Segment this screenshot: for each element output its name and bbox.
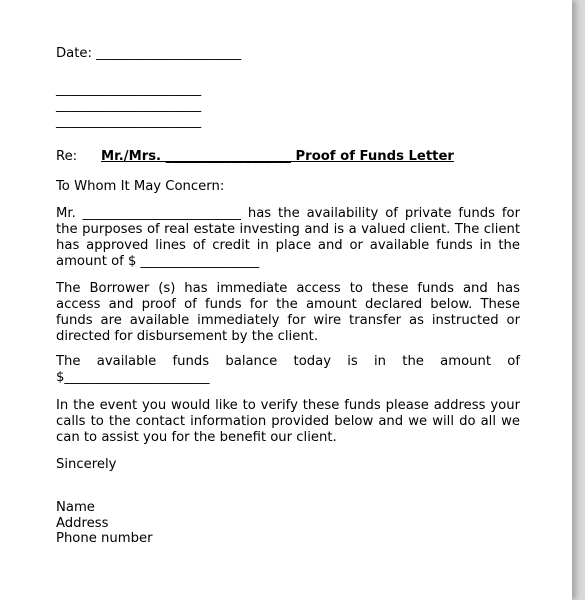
- paragraph-verify: In the event you would like to verify these funds please address your calls to the contact information provided below and we will do all we can to assist you for the benefit our client.: [56, 398, 520, 445]
- re-label: Re:: [56, 149, 78, 164]
- address-line-3: ______________________: [56, 114, 202, 129]
- paragraph-availability: Mr. ________________________ has the availability of private funds for the purposes of real estate investing and is a valued client. The client has approved lines of credit in place and or available funds in the amount of $ __________________: [56, 206, 520, 269]
- signature-name: Name: [56, 500, 95, 515]
- paragraph-balance-line-1: The available funds balance today is in the amount of: [56, 354, 520, 369]
- signature-phone: Phone number: [56, 531, 153, 546]
- date-line: Date: ______________________: [56, 46, 242, 61]
- closing: Sincerely: [56, 457, 117, 472]
- re-line: [56, 149, 520, 165]
- paragraph-balance-line-2: $______________________: [56, 370, 210, 385]
- address-line-1: ______________________: [56, 82, 202, 97]
- salutation: To Whom It May Concern:: [56, 179, 225, 194]
- address-line-2: ______________________: [56, 98, 202, 113]
- re-subject: Mr./Mrs. ___________________ Proof of Funds Letter: [101, 149, 454, 164]
- paragraph-access: The Borrower (s) has immediate access to these funds and has access and proof of funds for the amount declared below. These funds are available immediately for wire transfer as instructed or directed for disbursement by the client.: [56, 281, 520, 344]
- signature-address: Address: [56, 516, 109, 531]
